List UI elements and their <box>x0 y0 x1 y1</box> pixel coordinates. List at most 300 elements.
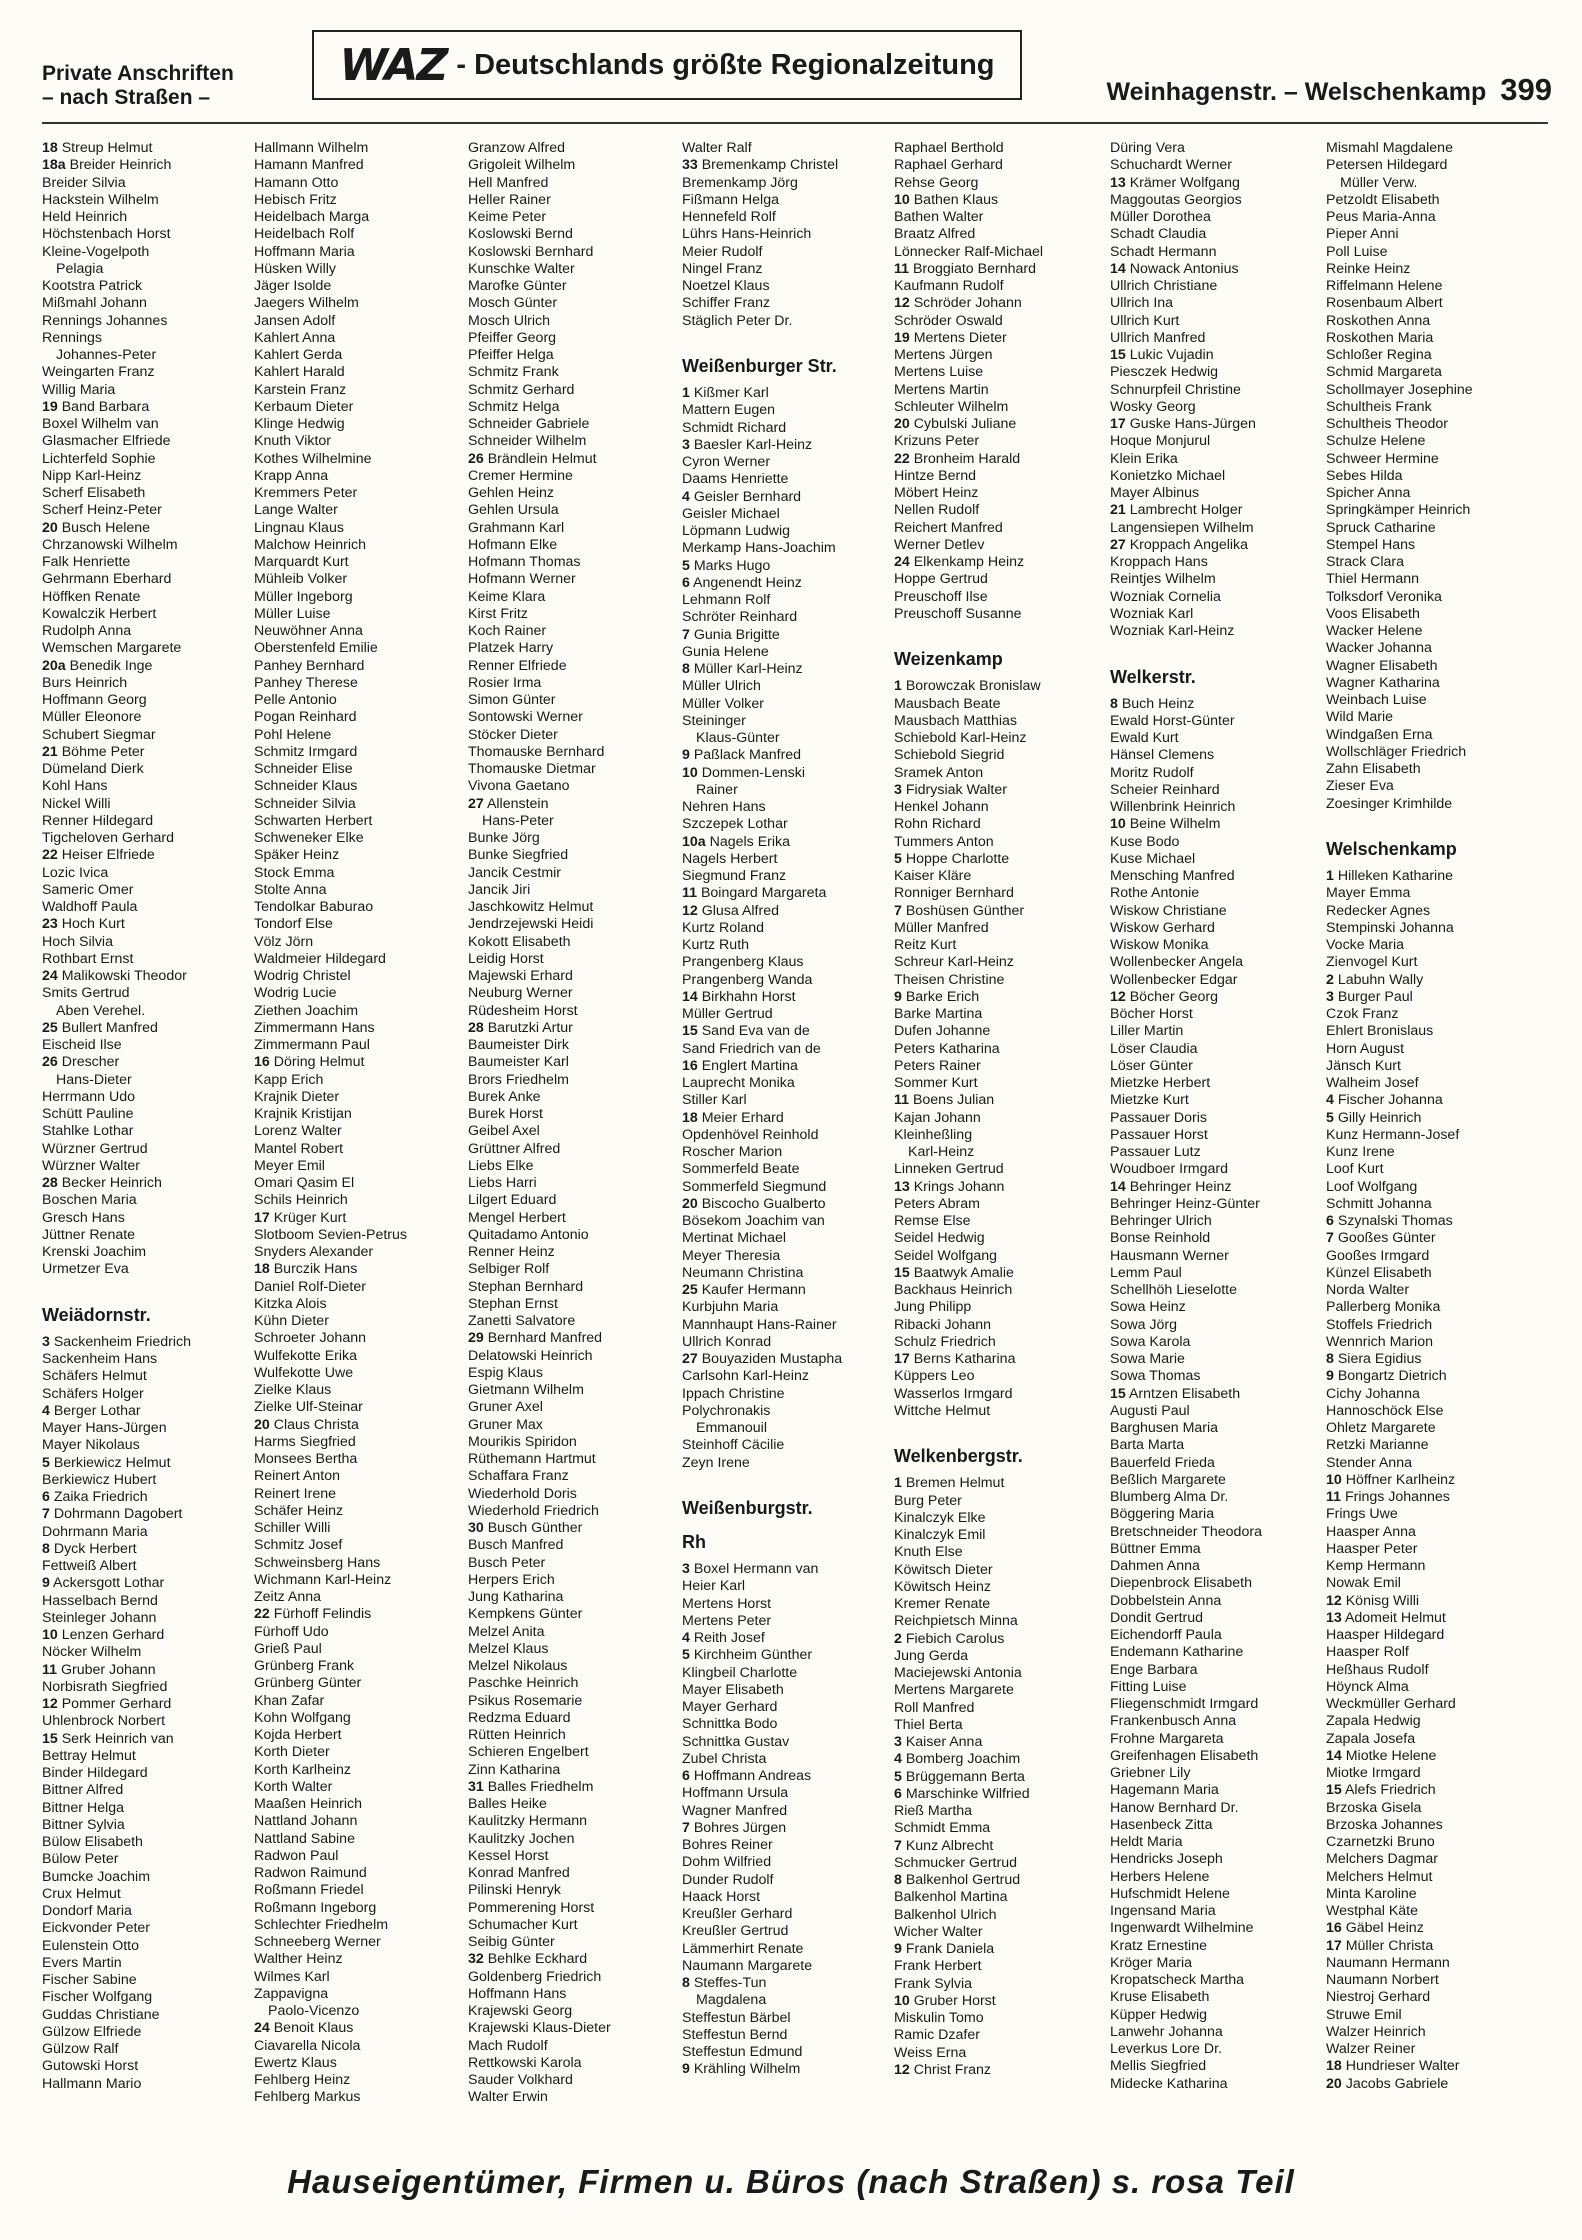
resident-entry: Haack Horst <box>682 1888 761 1905</box>
house-number: 7 <box>894 902 902 919</box>
resident-entry: Reinert Irene <box>254 1485 337 1502</box>
resident-entry: Reinert Anton <box>254 1468 340 1485</box>
resident-entry: Melchers Helmut <box>1326 1868 1433 1885</box>
resident-entry: 1 Hilleken Katharine <box>1326 868 1453 884</box>
resident-entry: Schreur Karl-Heinz <box>894 954 1014 971</box>
resident-entry: Kohn Wolfgang <box>254 1709 351 1726</box>
resident-entry: Paolo-Vicenzo <box>268 2003 360 2019</box>
resident-entry: Rosenbaum Albert <box>1326 295 1443 312</box>
resident-entry: 10 Höffner Karlheinz <box>1326 1471 1456 1488</box>
resident-entry: Walter Ralf <box>682 140 752 156</box>
resident-entry: Hausmann Werner <box>1110 1247 1229 1264</box>
resident-entry: 17 Müller Christa <box>1326 1937 1434 1954</box>
resident-entry: Tigcheloven Gerhard <box>42 830 174 846</box>
house-number: 18a <box>42 157 66 174</box>
resident-entry: 12 Böcher Georg <box>1110 988 1219 1005</box>
resident-entry: Ningel Franz <box>682 260 763 277</box>
house-number: 1 <box>1326 868 1334 884</box>
resident-entry: Tummers Anton <box>894 833 994 850</box>
resident-entry: 18 Streup Helmut <box>42 140 153 156</box>
resident-entry: Stempinski Johanna <box>1326 919 1454 936</box>
resident-entry: 7 Kunz Albrecht <box>894 1837 994 1854</box>
header-right <box>1107 72 1553 108</box>
resident-entry: Lilgert Eduard <box>468 1192 557 1209</box>
house-number: 32 <box>468 1951 484 1968</box>
resident-entry: Grünberg Günter <box>254 1675 362 1692</box>
resident-entry: Szczepek Lothar <box>682 816 788 833</box>
resident-entry: Dahmen Anna <box>1110 1558 1200 1574</box>
resident-entry: Reintjes Wilhelm <box>1110 571 1216 588</box>
resident-entry: Cremer Hermine <box>468 467 573 484</box>
resident-entry: Düring Vera <box>1110 140 1185 156</box>
house-number: 15 <box>1110 347 1126 363</box>
resident-entry: 3 Burger Paul <box>1326 988 1413 1005</box>
resident-entry: Jendrzejewski Heidi <box>468 916 594 933</box>
directory-column <box>42 140 252 2093</box>
resident-entry: Walther Heinz <box>254 1951 343 1968</box>
resident-entry: Fißmann Helga <box>682 191 779 208</box>
spacer <box>682 330 892 347</box>
resident-entry: Bretschneider Theodora <box>1110 1523 1262 1540</box>
house-number: 6 <box>682 574 690 591</box>
resident-entry: Mertens Peter <box>682 1612 772 1629</box>
resident-entry: Minta Karoline <box>1326 1885 1417 1902</box>
resident-entry: Barta Marta <box>1110 1437 1185 1454</box>
house-number: 20 <box>894 416 910 432</box>
resident-entry: Müller Volker <box>682 695 765 712</box>
resident-entry: Oberstenfeld Emilie <box>254 640 378 657</box>
resident-entry: Hofmann Elke <box>468 536 558 553</box>
resident-entry: Reichert Manfred <box>894 519 1003 536</box>
resident-entry: Busch Peter <box>468 1554 546 1571</box>
resident-entry: Sand Friedrich van de <box>682 1040 821 1057</box>
resident-entry: Schneider Klaus <box>254 778 358 795</box>
resident-entry: Dufen Johanne <box>894 1023 991 1040</box>
house-number: 23 <box>42 916 58 933</box>
resident-entry: Griebner Lily <box>1110 1765 1191 1781</box>
resident-entry: Thiel Berta <box>894 1716 963 1733</box>
resident-entry: 4 Fischer Johanna <box>1326 1092 1443 1109</box>
resident-entry: Weinbach Luise <box>1326 692 1427 708</box>
resident-entry: 6 Szynalski Thomas <box>1326 1213 1453 1229</box>
resident-entry: Pogan Reinhard <box>254 709 357 726</box>
resident-entry: Wollenbecker Angela <box>1110 954 1244 971</box>
resident-entry: Neuburg Werner <box>468 985 573 1002</box>
resident-entry: Heller Rainer <box>468 191 551 208</box>
resident-entry: Miotke Irmgard <box>1326 1765 1421 1781</box>
resident-entry: Schiller Willi <box>254 1520 331 1536</box>
resident-entry: Horn August <box>1326 1040 1405 1057</box>
spacer <box>894 623 1104 640</box>
resident-entry: Kratz Ernestine <box>1110 1937 1207 1954</box>
resident-entry: Zoesinger Krimhilde <box>1326 795 1453 812</box>
resident-entry: Balles Heike <box>468 1796 547 1812</box>
resident-entry: Kreußler Gertrud <box>682 1923 789 1940</box>
resident-entry: Retzki Marianne <box>1326 1437 1429 1454</box>
resident-entry: Reinke Heinz <box>1326 260 1411 277</box>
resident-entry: Urmetzer Eva <box>42 1261 129 1278</box>
resident-entry: Kirst Fritz <box>468 605 528 622</box>
house-number: 7 <box>682 626 690 643</box>
resident-entry: Kojda Herbert <box>254 1727 342 1743</box>
resident-entry: Daniel Rolf-Dieter <box>254 1278 366 1295</box>
resident-entry: Behringer Heinz-Günter <box>1110 1195 1260 1212</box>
resident-entry: Hüsken Willy <box>254 260 336 277</box>
house-number: 13 <box>894 1178 910 1195</box>
resident-entry: Wulfekotte Uwe <box>254 1364 354 1381</box>
resident-entry: Mosch Günter <box>468 295 558 312</box>
resident-entry: Guddas Christiane <box>42 2006 160 2023</box>
house-number: 22 <box>254 1606 270 1623</box>
resident-entry: Delatowski Heinrich <box>468 1347 593 1364</box>
resident-entry: 12 Glusa Alfred <box>682 902 780 919</box>
resident-entry: Dobbelstein Anna <box>1110 1592 1222 1609</box>
resident-entry: Klinge Hedwig <box>254 416 345 432</box>
house-number: 12 <box>894 2061 910 2078</box>
resident-entry: Schmucker Gertrud <box>894 1854 1017 1871</box>
house-number: 15 <box>1326 1782 1342 1799</box>
resident-entry: Korth Walter <box>254 1778 333 1795</box>
resident-entry: Niestroj Gerhard <box>1326 1989 1431 2006</box>
resident-entry: Boschen Maria <box>42 1192 137 1209</box>
resident-entry: Gunia Helene <box>682 643 769 660</box>
resident-entry: 29 Bernhard Manfred <box>468 1330 603 1347</box>
resident-entry: Passauer Lutz <box>1110 1144 1201 1160</box>
resident-entry: Schadt Claudia <box>1110 226 1207 243</box>
resident-entry: Jäger Isolde <box>254 278 332 294</box>
resident-entry: Bülow Elisabeth <box>42 1834 143 1850</box>
house-number: 20 <box>1326 2075 1342 2092</box>
resident-entry: Rainer <box>696 781 738 798</box>
resident-entry: Stoffels Friedrich <box>1326 1316 1433 1333</box>
resident-entry: Sommerfeld Beate <box>682 1161 800 1178</box>
resident-entry: 14 Behringer Heinz <box>1110 1178 1232 1195</box>
resident-entry: Schiebold Siegrid <box>894 747 1005 764</box>
resident-entry: Balkenhol Ulrich <box>894 1906 997 1923</box>
resident-entry: Panhey Therese <box>254 674 358 691</box>
resident-entry: Backhaus Heinrich <box>894 1282 1013 1298</box>
resident-entry: Konrad Manfred <box>468 1865 570 1881</box>
resident-entry: Hoffmann Georg <box>42 692 147 708</box>
directory-columns <box>42 140 1552 2140</box>
resident-entry: Norda Walter <box>1326 1282 1410 1298</box>
resident-entry: Rohn Richard <box>894 816 981 833</box>
page-number: 399 <box>1500 72 1552 107</box>
resident-entry: Neumann Christina <box>682 1264 804 1281</box>
resident-entry: Ziethen Joachim <box>254 1002 359 1019</box>
resident-entry: Krajnik Dieter <box>254 1088 340 1105</box>
resident-entry: Monsees Bertha <box>254 1451 358 1467</box>
resident-entry: Konietzko Michael <box>1110 467 1226 484</box>
resident-entry: Haasper Anna <box>1326 1523 1416 1540</box>
resident-entry: Majewski Erhard <box>468 968 573 984</box>
resident-entry: Hufschmidt Helene <box>1110 1885 1230 1902</box>
resident-entry: Wagner Katharina <box>1326 674 1440 691</box>
resident-entry: Breider Silvia <box>42 174 126 191</box>
street-heading: Rh <box>682 1532 706 1552</box>
resident-entry: Sowa Jörg <box>1110 1316 1178 1333</box>
house-number: 9 <box>894 1941 902 1957</box>
house-number: 5 <box>682 1647 690 1664</box>
resident-entry: Hebisch Fritz <box>254 191 337 208</box>
resident-entry: Schubert Siegmar <box>42 726 156 743</box>
resident-entry: Mertens Horst <box>682 1595 772 1612</box>
resident-entry: Ramic Dzafer <box>894 2027 980 2044</box>
resident-entry: 22 Bronheim Harald <box>894 450 1021 467</box>
resident-entry: Jänsch Kurt <box>1326 1057 1401 1074</box>
resident-entry: Stäglich Peter Dr. <box>682 312 793 329</box>
resident-entry: Schneider Silvia <box>254 795 356 812</box>
resident-entry: Grünberg Frank <box>254 1658 355 1674</box>
resident-entry: Tondorf Else <box>254 916 333 933</box>
street-heading: Welschenkamp <box>1326 839 1457 859</box>
resident-entry: Nowak Emil <box>1326 1575 1401 1592</box>
resident-entry: Fehlberg Markus <box>254 2089 361 2106</box>
resident-entry: 8 Balkenhol Gertrud <box>894 1872 1021 1888</box>
resident-entry: Melchers Dagmar <box>1326 1851 1438 1868</box>
resident-entry: 13 Krings Johann <box>894 1178 1005 1195</box>
resident-entry: Chrzanowski Wilhelm <box>42 536 178 553</box>
resident-entry: Gruner Max <box>468 1416 543 1433</box>
resident-entry: 24 Elkenkamp Heinz <box>894 554 1025 570</box>
resident-entry: Pilinski Henryk <box>468 1882 562 1899</box>
resident-entry: Köwitsch Heinz <box>894 1578 991 1595</box>
resident-entry: Carlsohn Karl-Heinz <box>682 1368 809 1385</box>
resident-entry: Hans-Peter <box>482 812 554 829</box>
resident-entry: 16 Döring Helmut <box>254 1054 365 1071</box>
resident-entry: Kroppach Hans <box>1110 554 1208 570</box>
resident-entry: Roskothen Maria <box>1326 329 1434 346</box>
resident-entry: Müller Ingeborg <box>254 588 353 605</box>
resident-entry: Steinhoff Cäcilie <box>682 1437 785 1454</box>
house-number: 8 <box>1110 695 1118 712</box>
resident-entry: Schieren Engelbert <box>468 1744 589 1761</box>
resident-entry: Sommer Kurt <box>894 1075 978 1091</box>
resident-entry: Berkiewicz Hubert <box>42 1471 157 1488</box>
resident-entry: Schultheis Frank <box>1326 398 1432 415</box>
resident-entry: Wodrig Christel <box>254 968 351 984</box>
resident-entry: Mourikis Spiridon <box>468 1433 577 1450</box>
resident-entry: Sowa Thomas <box>1110 1368 1201 1385</box>
resident-entry: 8 Steffes-Tun <box>682 1975 767 1991</box>
resident-entry: Lührs Hans-Heinrich <box>682 226 812 243</box>
resident-entry: Müller Dorothea <box>1110 209 1211 225</box>
resident-entry: Hennefeld Rolf <box>682 209 776 225</box>
resident-entry: Schnittka Bodo <box>682 1716 778 1733</box>
resident-entry: Theisen Christine <box>894 971 1005 988</box>
house-number: 19 <box>42 398 58 415</box>
house-number: 3 <box>1326 988 1334 1005</box>
house-number: 10 <box>894 191 910 208</box>
resident-entry: Ippach Christine <box>682 1385 785 1402</box>
house-number: 16 <box>682 1057 698 1074</box>
resident-entry: Lehmann Rolf <box>682 592 771 608</box>
resident-entry: Beßlich Margarete <box>1110 1471 1226 1488</box>
resident-entry: Reitz Kurt <box>894 937 957 953</box>
house-number: 3 <box>682 1561 690 1577</box>
directory-column <box>1326 140 1536 2093</box>
resident-entry: Paschke Heinrich <box>468 1675 579 1692</box>
resident-entry: Riffelmann Helene <box>1326 278 1443 294</box>
resident-entry: 13 Krämer Wolfgang <box>1110 174 1240 191</box>
house-number: 14 <box>682 988 698 1005</box>
resident-entry: Snyders Alexander <box>254 1244 374 1260</box>
resident-entry: Müller Ulrich <box>682 678 761 695</box>
resident-entry: Kunz Hermann-Josef <box>1326 1126 1460 1143</box>
house-number: 11 <box>42 1661 57 1678</box>
resident-entry: Fitting Luise <box>1110 1678 1187 1695</box>
house-number: 16 <box>1326 1920 1342 1937</box>
resident-entry: Höynck Alma <box>1326 1678 1409 1695</box>
resident-entry: Löser Claudia <box>1110 1040 1198 1057</box>
house-number: 15 <box>1110 1385 1126 1402</box>
resident-entry: Knuth Viktor <box>254 433 332 450</box>
resident-entry: Schadt Hermann <box>1110 243 1217 260</box>
resident-entry: Steffestun Bernd <box>682 2026 788 2043</box>
resident-entry: Schulz Friedrich <box>894 1333 996 1350</box>
resident-entry: Bremenkamp Jörg <box>682 174 798 191</box>
resident-entry: Marofke Günter <box>468 278 567 294</box>
resident-entry: 1 Borowczak Bronislaw <box>894 678 1041 695</box>
resident-entry: Klingbeil Charlotte <box>682 1664 798 1681</box>
resident-entry: Naumann Margarete <box>682 1957 813 1974</box>
resident-entry: 7 Boshüsen Günther <box>894 902 1025 919</box>
resident-entry: Falk Henriette <box>42 554 131 570</box>
spacer <box>42 1279 252 1296</box>
resident-entry: 20 Claus Christa <box>254 1416 359 1433</box>
resident-entry: 17 Berns Katharina <box>894 1351 1016 1367</box>
resident-entry: Tendolkar Baburao <box>254 899 374 915</box>
resident-entry: Lozic Ivica <box>42 864 109 881</box>
resident-entry: Ronniger Bernhard <box>894 885 1014 902</box>
resident-entry: Baumeister Dirk <box>468 1037 569 1053</box>
resident-entry: 14 Birkhahn Horst <box>682 988 796 1005</box>
resident-entry: 15 Lukic Vujadin <box>1110 347 1214 363</box>
resident-entry: Wosky Georg <box>1110 398 1196 415</box>
resident-entry: Lichterfeld Sophie <box>42 450 156 467</box>
resident-entry: Leverkus Lore Dr. <box>1110 2041 1222 2057</box>
resident-entry: Mausbach Matthias <box>894 712 1018 729</box>
resident-entry: Thomauske Bernhard <box>468 743 605 760</box>
resident-entry: Eulenstein Otto <box>42 1937 140 1954</box>
resident-entry: Stempel Hans <box>1326 536 1416 553</box>
resident-entry: Khan Zafar <box>254 1692 325 1709</box>
resident-entry: 6 Hoffmann Andreas <box>682 1768 812 1784</box>
house-number: 16 <box>254 1054 270 1071</box>
resident-entry: Korth Karlheinz <box>254 1761 351 1778</box>
resident-entry: Dohrmann Maria <box>42 1523 148 1540</box>
resident-entry: Balkenhol Martina <box>894 1889 1008 1906</box>
resident-entry: Mengel Herbert <box>468 1209 566 1226</box>
house-number: 5 <box>682 557 690 574</box>
house-number: 8 <box>1326 1351 1334 1367</box>
resident-entry: Wasserlos Irmgard <box>894 1385 1013 1402</box>
house-number: 3 <box>42 1333 50 1350</box>
resident-entry: Hofmann Thomas <box>468 554 581 570</box>
resident-entry: Rudolph Anna <box>42 623 132 639</box>
resident-entry: 18 Hundrieser Walter <box>1326 2058 1460 2075</box>
resident-entry: 15 Alefs Friedrich <box>1326 1782 1436 1799</box>
resident-entry: Kitzka Alois <box>254 1295 327 1312</box>
resident-entry: Sowa Karola <box>1110 1333 1191 1350</box>
resident-entry: Zapala Josefa <box>1326 1730 1416 1747</box>
resident-entry: 11 Broggiato Bernhard <box>894 260 1036 277</box>
resident-entry: Strack Clara <box>1326 554 1405 570</box>
house-number: 1 <box>682 385 690 401</box>
resident-entry: Burek Horst <box>468 1106 543 1122</box>
resident-entry: Rothbart Ernst <box>42 950 134 967</box>
resident-entry: 4 Berger Lothar <box>42 1402 141 1419</box>
header-left <box>42 62 252 110</box>
spacer <box>1110 640 1320 657</box>
resident-entry: Dohm Wilfried <box>682 1854 772 1871</box>
spacer <box>682 1472 892 1489</box>
resident-entry: Rehse Georg <box>894 174 979 191</box>
resident-entry: Schmitz Gerhard <box>468 381 575 398</box>
resident-entry: Mertens Martin <box>894 381 989 398</box>
resident-entry: Willig Maria <box>42 381 116 398</box>
resident-entry: Schuchardt Werner <box>1110 157 1232 174</box>
resident-entry: 12 Christ Franz <box>894 2061 991 2078</box>
resident-entry: Gutowski Horst <box>42 2058 139 2075</box>
resident-entry: Burek Anke <box>468 1088 541 1105</box>
house-number: 8 <box>682 1975 690 1991</box>
resident-entry: Gehlen Ursula <box>468 502 559 519</box>
resident-entry: Schmidt Emma <box>894 1820 991 1837</box>
resident-entry: Wicher Walter <box>894 1923 983 1940</box>
resident-entry: Crux Helmut <box>42 1885 121 1902</box>
resident-entry: Bunke Siegfried <box>468 847 569 864</box>
resident-entry: Krajewski Georg <box>468 2003 573 2019</box>
resident-entry: Geisler Michael <box>682 505 780 522</box>
resident-entry: Evers Martin <box>42 1954 122 1971</box>
resident-entry: Fischer Wolfgang <box>42 1989 153 2006</box>
house-number: 28 <box>468 1019 484 1036</box>
house-number: 6 <box>682 1768 690 1784</box>
resident-entry: Krapp Anna <box>254 467 329 484</box>
resident-entry: Mayer Emma <box>1326 885 1411 902</box>
directory-column <box>468 140 678 2107</box>
resident-entry: Krenski Joachim <box>42 1244 147 1260</box>
resident-entry: Gietmann Wilhelm <box>468 1382 584 1398</box>
resident-entry: Kuse Michael <box>1110 850 1196 867</box>
resident-entry: 9 Frank Daniela <box>894 1941 995 1957</box>
resident-entry: Würzner Gertrud <box>42 1140 148 1157</box>
resident-entry: Hoffmann Hans <box>468 1985 567 2002</box>
resident-entry: Kurbjuhn Maria <box>682 1299 779 1316</box>
resident-entry: Windgaßen Erna <box>1326 726 1433 743</box>
resident-entry: 4 Geisler Bernhard <box>682 488 802 505</box>
house-number: 12 <box>42 1696 58 1712</box>
resident-entry: Stephan Bernhard <box>468 1278 584 1295</box>
resident-entry: Harms Siegfried <box>254 1433 356 1450</box>
resident-entry: Rennings <box>42 329 102 346</box>
house-number: 3 <box>894 1734 902 1750</box>
resident-entry: 4 Reith Josef <box>682 1630 765 1646</box>
resident-entry: Roll Manfred <box>894 1699 975 1716</box>
resident-entry: Pieper Anni <box>1326 226 1399 243</box>
resident-entry: Daams Henriette <box>682 471 789 488</box>
resident-entry: Sackenheim Hans <box>42 1351 158 1367</box>
resident-entry: Zappavigna <box>254 1985 329 2002</box>
resident-entry: Höffken Renate <box>42 588 141 605</box>
house-number: 31 <box>468 1778 484 1795</box>
resident-entry: Kohl Hans <box>42 778 108 795</box>
resident-entry: Fehlberg Heinz <box>254 2072 351 2088</box>
resident-entry: Poll Luise <box>1326 243 1388 260</box>
resident-entry: 8 Müller Karl-Heinz <box>682 661 803 677</box>
header-rule <box>42 122 1548 124</box>
